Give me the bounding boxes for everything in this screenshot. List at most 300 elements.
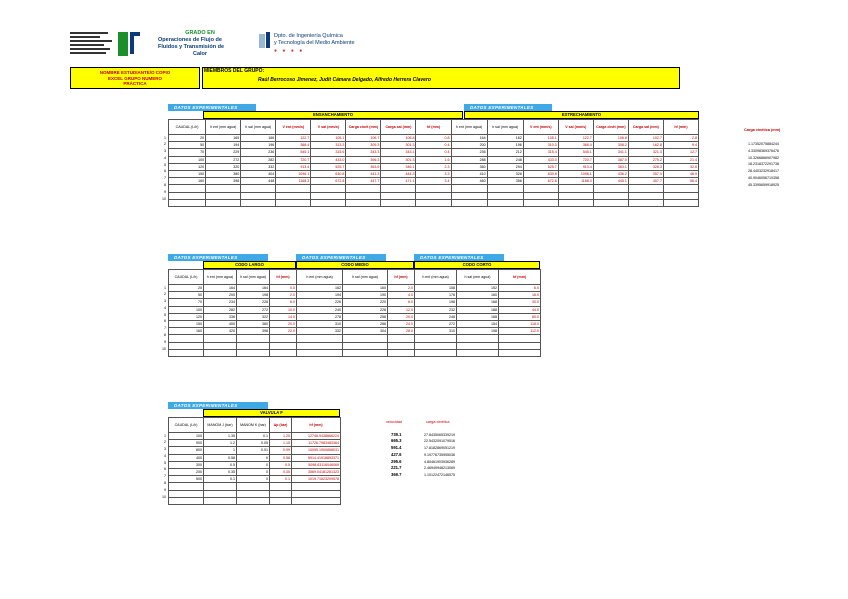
table-cell: 441.3 bbox=[346, 170, 381, 177]
table-cell: 160 bbox=[169, 178, 206, 185]
tag-datos-exp-4: DATOS EXPERIMENTALES bbox=[296, 254, 386, 261]
table-cell: 122.7 bbox=[558, 135, 593, 142]
table-cell bbox=[628, 192, 663, 199]
table-cell: 500 bbox=[169, 476, 204, 483]
section-ensanchamiento: ENSANCHAMIENTO bbox=[203, 111, 463, 119]
table-cell bbox=[593, 199, 628, 206]
table-cell: 162 bbox=[297, 285, 343, 292]
table-cell: 196 bbox=[241, 142, 276, 149]
table-row bbox=[169, 490, 341, 497]
column-header: MANOM K (bar) bbox=[237, 418, 270, 433]
table-cell bbox=[451, 185, 487, 192]
table-cell: 308.2 bbox=[593, 142, 628, 149]
table-cell bbox=[451, 199, 487, 206]
table-cell bbox=[593, 192, 628, 199]
table-cell: 0.5 bbox=[204, 461, 237, 468]
table-cell bbox=[388, 342, 415, 349]
table-cell: 282 bbox=[204, 306, 237, 313]
table-row bbox=[169, 320, 541, 327]
table-cell: 196 bbox=[487, 142, 523, 149]
table-cell: 630.8 bbox=[311, 170, 346, 177]
degree-title: GRADO EN Operaciones de Flujo de Fluidos y Transmisión de Calor bbox=[158, 30, 225, 57]
table-cell: 304 bbox=[343, 328, 388, 335]
table-cell: 12.7 bbox=[663, 149, 698, 156]
table-cell: 234 bbox=[204, 299, 237, 306]
side-value: 4.80461903936289 bbox=[424, 459, 455, 464]
table-cell bbox=[276, 185, 311, 192]
column-header: V sal (mm/s) bbox=[558, 120, 593, 135]
table-row bbox=[169, 299, 541, 306]
row-numbers-1 bbox=[160, 135, 166, 203]
table-cell: 0.99 bbox=[270, 447, 292, 454]
table-cell bbox=[270, 342, 297, 349]
table-cell: 70 bbox=[169, 299, 204, 306]
table-cell: 404 bbox=[241, 170, 276, 177]
table-cell bbox=[415, 349, 457, 356]
column-header: Δp (bar) bbox=[270, 418, 292, 433]
table-cell: 380 bbox=[237, 320, 270, 327]
table-cell bbox=[663, 192, 698, 199]
table-cell: 396.3 bbox=[346, 156, 381, 163]
table-cell: 720.7 bbox=[276, 156, 311, 163]
table-cell bbox=[457, 335, 499, 342]
side-value: 9.19776735955036 bbox=[424, 452, 455, 457]
side-header-carga-cinetica: carga cinética bbox=[426, 420, 450, 424]
table-cell: 32.6 bbox=[663, 163, 698, 170]
table-cell bbox=[523, 192, 558, 199]
table-cell: 0.8 bbox=[416, 135, 451, 142]
table-cell: 471.1 bbox=[381, 178, 416, 185]
table-row bbox=[169, 497, 341, 504]
table-cell: 70 bbox=[169, 149, 206, 156]
table-cell: 309.3 bbox=[346, 142, 381, 149]
table-ensanchamiento-estrechamiento bbox=[168, 119, 699, 207]
table-cell bbox=[292, 490, 341, 497]
table-cell: 194 bbox=[206, 142, 241, 149]
group-info-box: NOMBRE ESTUDIANTE/O COPIO EXCEL GRUPO NUMERO PRÁCTICA bbox=[70, 67, 200, 89]
column-header: h sal (mm agua) bbox=[457, 270, 499, 285]
table-cell: 20 bbox=[169, 135, 206, 142]
table-cell bbox=[169, 199, 206, 206]
table-cell bbox=[499, 342, 541, 349]
column-header: CAUDAL (L/h) bbox=[169, 120, 206, 135]
table-cell bbox=[169, 192, 206, 199]
table-cell: 900 bbox=[169, 440, 204, 447]
table-cell: 1.6 bbox=[416, 156, 451, 163]
table-row bbox=[169, 156, 699, 163]
table-cell: 105.1 bbox=[523, 135, 558, 142]
table-cell: 3569.04181281323 bbox=[292, 468, 341, 475]
table-cell: 120 bbox=[169, 163, 206, 170]
table-cell bbox=[276, 199, 311, 206]
section-codo-corto: CODO CORTO bbox=[414, 261, 540, 269]
table-cell: 433.0 bbox=[311, 156, 346, 163]
table-cell: 0.5 bbox=[270, 461, 292, 468]
table-cell: 525.7 bbox=[523, 163, 558, 170]
table-cell: 1168.3 bbox=[558, 178, 593, 185]
table-cell: 363.5 bbox=[346, 163, 381, 170]
table-cell: 162 bbox=[487, 135, 523, 142]
column-header: h ent (mm agua) bbox=[451, 120, 487, 135]
row-number: 5 bbox=[164, 312, 166, 317]
side-value: 369.7 bbox=[391, 472, 402, 478]
table-cell: 320 bbox=[206, 163, 241, 170]
table-cell: 188 bbox=[457, 306, 499, 313]
table-cell bbox=[270, 490, 292, 497]
table-cell bbox=[276, 192, 311, 199]
table-cell: 164 bbox=[204, 285, 237, 292]
table-cell bbox=[415, 342, 457, 349]
table-cell: 0 bbox=[237, 454, 270, 461]
table-cell bbox=[311, 192, 346, 199]
row-number: 9 bbox=[164, 189, 166, 194]
table-cell: 447.7 bbox=[346, 178, 381, 185]
table-cell bbox=[237, 349, 270, 356]
column-header: CAUDAL (L/h) bbox=[169, 418, 204, 433]
side-value: 17.8182869051219 bbox=[424, 446, 455, 451]
table-cell: 398 bbox=[237, 328, 270, 335]
table-cell: 1096.1 bbox=[558, 170, 593, 177]
table-cell: 357.3 bbox=[628, 170, 663, 177]
row-number: 3 bbox=[164, 149, 166, 154]
table-cell bbox=[241, 199, 276, 206]
table-cell: 56.4 bbox=[663, 178, 698, 185]
table-cell bbox=[241, 185, 276, 192]
table-cell: 343.3 bbox=[346, 149, 381, 156]
table-cell bbox=[169, 490, 204, 497]
table-cell: 0 bbox=[237, 468, 270, 475]
row-number: 8 bbox=[164, 183, 166, 188]
table-cell: 0 bbox=[237, 461, 270, 468]
table-cell: 20.0 bbox=[270, 320, 297, 327]
table-row bbox=[169, 178, 699, 185]
table-cell: 363.1 bbox=[593, 163, 628, 170]
table-cell: 913.4 bbox=[276, 163, 311, 170]
table-cell: 122.7 bbox=[276, 135, 311, 142]
table-cell: 368.4 bbox=[558, 142, 593, 149]
table-cell bbox=[381, 192, 416, 199]
table-cell: 407.7 bbox=[628, 178, 663, 185]
table-cell: 387.0 bbox=[593, 156, 628, 163]
table-cell bbox=[237, 483, 270, 490]
table-cell bbox=[292, 497, 341, 504]
table-cell bbox=[343, 335, 388, 342]
table-cell bbox=[206, 192, 241, 199]
section-codo-largo: CODO LARGO bbox=[203, 261, 296, 269]
table-cell: 100 bbox=[169, 306, 204, 313]
table-row bbox=[169, 476, 341, 483]
row-number: 10 bbox=[162, 494, 166, 499]
table-cell: 0.58 bbox=[270, 454, 292, 461]
table-cell: 10.0 bbox=[270, 306, 297, 313]
table-cell bbox=[311, 185, 346, 192]
table-cell: 164 bbox=[451, 135, 487, 142]
row-number: 9 bbox=[164, 487, 166, 492]
section-estrechamiento: ESTRECHAMIENTO bbox=[464, 111, 699, 119]
table-cell: 0.05 bbox=[237, 440, 270, 447]
table-cell: 545.1 bbox=[276, 149, 311, 156]
table-row bbox=[169, 483, 341, 490]
side-header-carga: Carga cinética (mm) bbox=[744, 128, 781, 132]
table-cell bbox=[204, 483, 237, 490]
table-cell bbox=[270, 483, 292, 490]
table-cell: 168 bbox=[457, 299, 499, 306]
side-value: 28.4403232918417 bbox=[748, 169, 779, 174]
table-cell bbox=[169, 185, 206, 192]
table-cell: 0.1 bbox=[270, 476, 292, 483]
table-cell: 160 bbox=[457, 292, 499, 299]
table-cell: 275.2 bbox=[628, 156, 663, 163]
row-number: 2 bbox=[164, 440, 166, 445]
row-number: 6 bbox=[164, 169, 166, 174]
row-number: 8 bbox=[164, 333, 166, 338]
table-cell bbox=[292, 483, 341, 490]
table-cell bbox=[346, 192, 381, 199]
table-row bbox=[169, 149, 699, 156]
table-cell bbox=[451, 192, 487, 199]
table-cell: 460 bbox=[451, 178, 487, 185]
table-cell: 4.0 bbox=[388, 292, 415, 299]
side-value: 22.5432091079516 bbox=[424, 439, 455, 444]
table-cell: 112.0 bbox=[499, 328, 541, 335]
table-cell: 100 bbox=[169, 156, 206, 163]
table-cell: 444.3 bbox=[381, 170, 416, 177]
table-cell: 194 bbox=[297, 292, 343, 299]
column-header: Carga sal (mm) bbox=[381, 120, 416, 135]
row-number: 1 bbox=[164, 285, 166, 290]
table-cell bbox=[558, 185, 593, 192]
table-cell: 0.4 bbox=[416, 142, 451, 149]
table-cell bbox=[206, 199, 241, 206]
table-cell bbox=[297, 349, 343, 356]
table-cell: 1.2 bbox=[204, 440, 237, 447]
table-cell: 120 bbox=[169, 313, 204, 320]
column-header: V sal (mm/s) bbox=[311, 120, 346, 135]
table-cell: 236 bbox=[451, 149, 487, 156]
column-header: h sal (mm agua) bbox=[487, 120, 523, 135]
table-row bbox=[169, 285, 541, 292]
table-cell: 2.0 bbox=[270, 292, 297, 299]
table-cell bbox=[388, 349, 415, 356]
table-cell: 105.1 bbox=[311, 135, 346, 142]
row-number: 9 bbox=[164, 339, 166, 344]
table-cell: 24.0 bbox=[388, 320, 415, 327]
side-value: 427.6 bbox=[391, 451, 402, 457]
table-cell: 150 bbox=[169, 170, 206, 177]
row-number: 2 bbox=[164, 292, 166, 297]
row-number: 2 bbox=[164, 142, 166, 147]
table-cell: 332 bbox=[297, 328, 343, 335]
table-cell: 158 bbox=[415, 285, 457, 292]
table-cell bbox=[388, 335, 415, 342]
members-title: MIEMBROS DEL GRUPO: bbox=[204, 68, 265, 74]
column-header: hf (mm) bbox=[270, 270, 297, 285]
table-cell: 50 bbox=[169, 142, 206, 149]
table-cell: 50 bbox=[169, 292, 204, 299]
table-cell: 229 bbox=[206, 149, 241, 156]
table-cell bbox=[416, 185, 451, 192]
table-cell: 301.3 bbox=[381, 142, 416, 149]
table-cell bbox=[628, 199, 663, 206]
table-cell: 176 bbox=[415, 292, 457, 299]
table-cell: 11726.7983483364 bbox=[292, 440, 341, 447]
table-cell: 272 bbox=[415, 320, 457, 327]
table-cell bbox=[487, 199, 523, 206]
table-cell: 198 bbox=[237, 292, 270, 299]
table-cell bbox=[237, 497, 270, 504]
table-cell: 226 bbox=[297, 299, 343, 306]
side-value: 45.3395659918925 bbox=[748, 182, 779, 187]
table-cell: 102.7 bbox=[628, 135, 663, 142]
section-valvula: VALVULA F bbox=[203, 409, 340, 417]
row-number: 7 bbox=[164, 326, 166, 331]
table-cell: 1 bbox=[204, 447, 237, 454]
table-cell: 20 bbox=[169, 285, 204, 292]
table-cell: 346.1 bbox=[381, 163, 416, 170]
side-value: 665.3 bbox=[391, 438, 402, 444]
table-cell: 278 bbox=[297, 313, 343, 320]
tag-datos-exp-5: DATOS EXPERIMENTALES bbox=[414, 254, 504, 261]
table-cell bbox=[204, 342, 237, 349]
table-cell: 198 bbox=[415, 299, 457, 306]
table-cell: 525.7 bbox=[311, 163, 346, 170]
table-cell: 46.9 bbox=[663, 170, 698, 177]
table-cell: 1.35 bbox=[204, 433, 237, 440]
section-codo-medio: CODO MEDIO bbox=[296, 261, 414, 269]
table-cell: 321.3 bbox=[628, 149, 663, 156]
row-number: 8 bbox=[164, 481, 166, 486]
table-cell: 448 bbox=[241, 178, 276, 185]
table-row bbox=[169, 468, 341, 475]
table-cell: 0.35 bbox=[204, 468, 237, 475]
table-cell: 165 bbox=[206, 135, 241, 142]
table-cell: 1.25 bbox=[270, 433, 292, 440]
table-cell: 6.0 bbox=[499, 285, 541, 292]
table-cell: 10095.1900858031 bbox=[292, 447, 341, 454]
table-cell: 5098.63116046069 bbox=[292, 461, 341, 468]
table-cell: 400 bbox=[204, 320, 237, 327]
table-codos bbox=[168, 269, 541, 357]
tag-datos-exp-3: DATOS EXPERIMENTALES bbox=[168, 254, 268, 261]
table-cell: 162.8 bbox=[628, 142, 663, 149]
side-value: 2.46949948213069 bbox=[424, 466, 455, 471]
table-cell: 1.15 bbox=[270, 440, 292, 447]
table-cell: 368.4 bbox=[276, 142, 311, 149]
table-cell bbox=[381, 185, 416, 192]
table-cell: 0 bbox=[237, 476, 270, 483]
velocity-values bbox=[391, 432, 401, 480]
table-cell bbox=[487, 185, 523, 192]
table-cell: 21.4 bbox=[663, 156, 698, 163]
table-row bbox=[169, 328, 541, 335]
table-cell: 332 bbox=[241, 163, 276, 170]
table-cell: 310.3 bbox=[523, 142, 558, 149]
table-cell: 228 bbox=[237, 299, 270, 306]
side-value: 40.9046056710358 bbox=[748, 175, 779, 180]
table-cell bbox=[523, 199, 558, 206]
table-cell: 28.0 bbox=[388, 328, 415, 335]
column-header: hf (mm) bbox=[499, 270, 541, 285]
table-row bbox=[169, 185, 699, 192]
table-cell: 166 bbox=[241, 135, 276, 142]
table-cell bbox=[297, 335, 343, 342]
table-cell: 0.4 bbox=[416, 149, 451, 156]
table-cell: 913.4 bbox=[558, 163, 593, 170]
table-cell: 212 bbox=[487, 149, 523, 156]
table-cell: 380 bbox=[206, 170, 241, 177]
table-cell bbox=[169, 483, 204, 490]
column-header: Carga cinét (mm) bbox=[593, 120, 628, 135]
table-cell: 282 bbox=[241, 156, 276, 163]
table-cell: 800 bbox=[169, 447, 204, 454]
table-row bbox=[169, 349, 541, 356]
row-numbers-2 bbox=[160, 285, 166, 353]
table-cell bbox=[457, 342, 499, 349]
table-cell: 0.35 bbox=[270, 468, 292, 475]
table-cell: 720.7 bbox=[558, 156, 593, 163]
table-cell bbox=[241, 192, 276, 199]
table-cell bbox=[270, 349, 297, 356]
table-cell: 3.3 bbox=[416, 170, 451, 177]
row-number: 7 bbox=[164, 176, 166, 181]
header-row bbox=[169, 120, 699, 135]
table-cell bbox=[499, 349, 541, 356]
column-header: hf (mm) bbox=[416, 120, 451, 135]
table-cell: 2.8 bbox=[663, 135, 698, 142]
table-cell: 310 bbox=[297, 320, 343, 327]
table-cell bbox=[311, 199, 346, 206]
table-row bbox=[169, 440, 341, 447]
table-cell: 1096.1 bbox=[276, 170, 311, 177]
row-number: 10 bbox=[162, 196, 166, 201]
table-cell: 272 bbox=[237, 306, 270, 313]
table-cell bbox=[628, 185, 663, 192]
table-row bbox=[169, 163, 699, 170]
side-value: 739.1 bbox=[391, 431, 402, 437]
table-cell: 398 bbox=[206, 178, 241, 185]
table-row bbox=[169, 192, 699, 199]
table-cell: 248 bbox=[415, 313, 457, 320]
table-row bbox=[169, 454, 341, 461]
table-cell bbox=[343, 349, 388, 356]
column-header: h ent (mm agua) bbox=[297, 270, 343, 285]
table-cell: 164 bbox=[237, 285, 270, 292]
side-value: 27.8435065339219 bbox=[424, 432, 455, 437]
table-cell: 6.0 bbox=[388, 299, 415, 306]
table-cell: 220 bbox=[343, 299, 388, 306]
table-row bbox=[169, 461, 341, 468]
row-number: 4 bbox=[164, 155, 166, 160]
table-cell: 301.3 bbox=[381, 156, 416, 163]
table-cell: 240 bbox=[297, 306, 343, 313]
table-cell bbox=[499, 335, 541, 342]
table-cell: 236 bbox=[241, 149, 276, 156]
table-cell bbox=[416, 199, 451, 206]
column-header: CAUDAL (L/h) bbox=[169, 270, 204, 285]
table-cell bbox=[169, 342, 204, 349]
table-cell bbox=[663, 199, 698, 206]
column-header: V ent (mm/s) bbox=[276, 120, 311, 135]
table-cell: 150 bbox=[169, 320, 204, 327]
table-cell: 356 bbox=[487, 178, 523, 185]
tag-datos-exp-1: DATOS EXPERIMENTALES bbox=[168, 104, 256, 111]
header-row bbox=[169, 270, 541, 285]
header-row bbox=[169, 418, 341, 433]
table-cell: 0.58 bbox=[204, 454, 237, 461]
table-cell: 672.8 bbox=[523, 178, 558, 185]
table-cell: 22.0 bbox=[270, 328, 297, 335]
side-value: 4.33098369376476 bbox=[748, 148, 779, 153]
